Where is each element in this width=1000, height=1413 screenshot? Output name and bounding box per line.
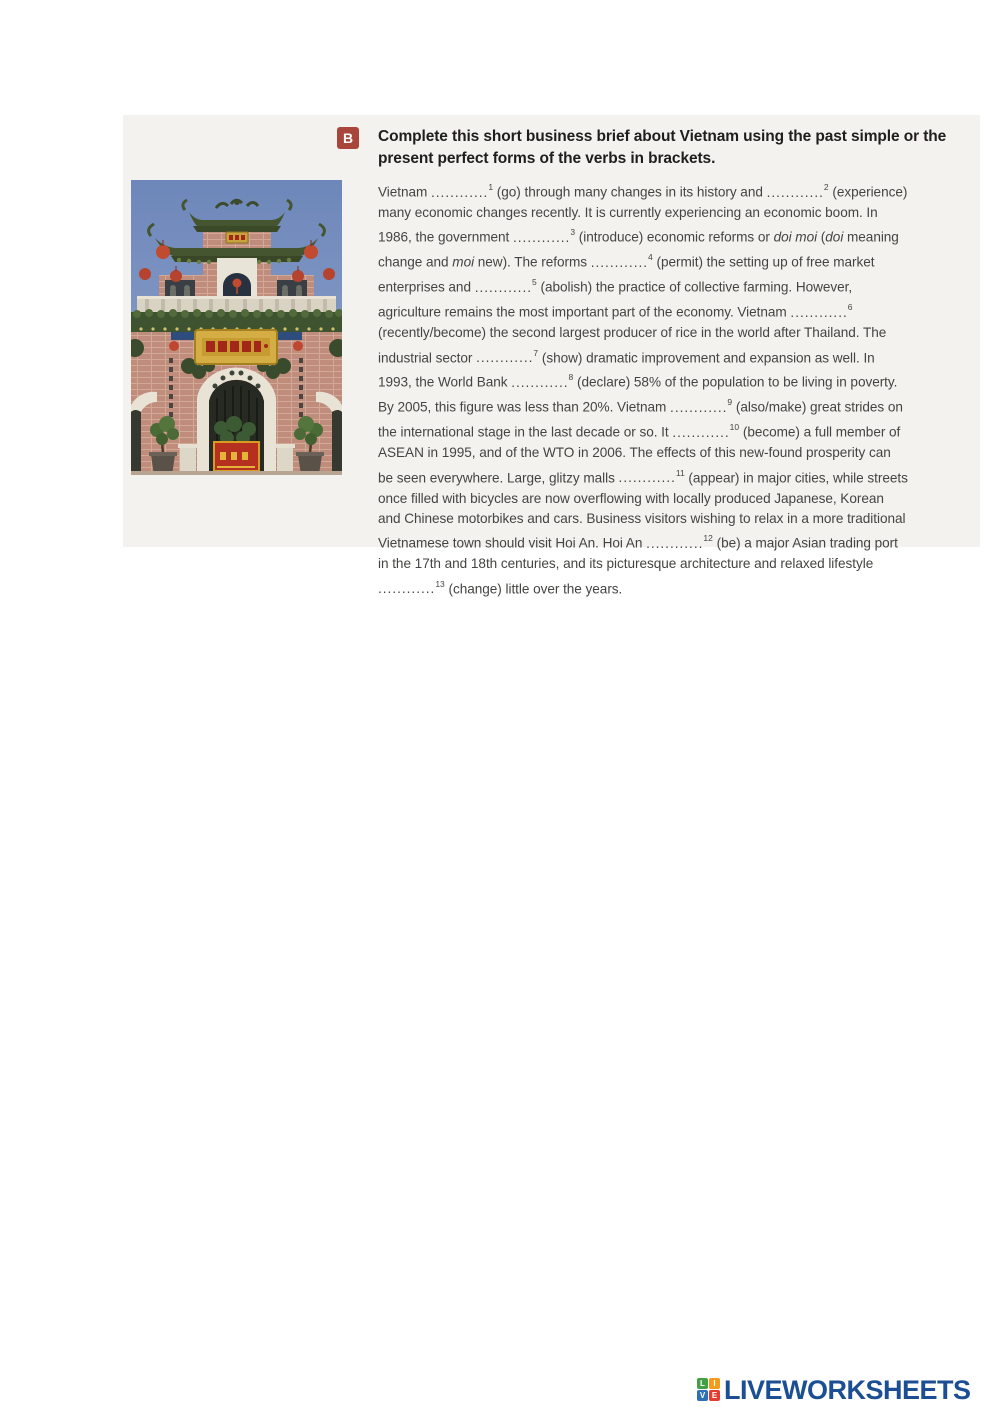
blank-number: 8 [568,372,574,383]
text-segment: many economic changes recently. It is currently experiencing an economic boom. In [378,204,878,220]
fill-in-blank: ............$^2$ [766,182,829,200]
passage-line [378,273,978,298]
blank-number: 10 [729,422,740,433]
passage-line [378,464,978,489]
blank-number: 6 [847,302,853,313]
blank-number: 3 [570,227,576,238]
passage-line [378,529,978,554]
passage-line [378,298,978,323]
italic-text: doi moi [773,229,818,245]
logo-tile: I [709,1378,720,1389]
passage-line [378,178,978,203]
logo-tile: L [697,1378,708,1389]
text-segment: (introduce) economic reforms or [575,229,774,245]
logo-tile: E [709,1390,720,1401]
text-segment: (change) little over the years. [444,581,623,597]
passage-text [378,178,978,600]
passage-line [378,223,978,248]
blank-number: 11 [675,467,685,478]
text-segment: new). The reforms [474,254,591,270]
worksheet-panel [123,115,980,597]
fill-in-blank: ............$^4$ [590,252,653,270]
text-segment: (go) through many changes in its history and [493,184,767,200]
text-segment: (show) dramatic improvement and expansion as well. In [538,350,875,366]
exercise-badge: B [337,127,359,149]
passage-line [378,368,978,393]
exercise-instructions: Complete this short business brief about Vietnam using the past simple or the present perfect forms of the verbs in brackets. [378,128,947,168]
text-segment: (be) a major Asian trading port [712,535,898,551]
text-segment: (appear) in major cities, while streets [684,470,908,486]
text-segment: in the 17th and 18th centuries, and its picturesque architecture and relaxed lifestyle [378,556,874,572]
blank-number: 9 [727,397,733,408]
passage-line [378,393,978,418]
text-segment: By 2005, this figure was less than 20%. Vietnam [378,399,671,415]
italic-text: doi [825,229,844,245]
liveworksheets-wordmark: LIVEWORKSHEETS [724,1375,971,1405]
text-segment: industrial sector [378,350,477,366]
passage-line [378,323,978,343]
text-segment: (become) a full member of [739,424,901,440]
passage-line [378,203,978,223]
text-segment: (also/make) great strides on [732,399,903,415]
passage-line [378,509,978,529]
passage-line [378,443,978,463]
text-segment: 1986, the government [378,229,513,245]
text-segment: Vietnamese town should visit Hoi An. Hoi An [378,535,647,551]
passage-line [378,248,978,273]
blank-number: 7 [533,347,539,358]
text-segment: Vietnam [378,184,431,200]
fill-in-blank: ............$^6$ [790,302,853,320]
text-segment: meaning [843,229,899,245]
text-segment: change and [378,254,453,270]
blank-number: 12 [703,533,713,544]
text-segment: agriculture remains the most important part of the economy. Vietnam [378,304,791,320]
fill-in-blank: ............$^5$ [474,277,537,295]
text-segment: enterprises and [378,279,475,295]
text-segment: 1993, the World Bank [378,374,512,390]
text-segment: be seen everywhere. Large, glitzy malls [378,470,619,486]
fill-in-blank: ............$^{12}$ [646,533,713,551]
blank-number: 4 [648,252,653,263]
passage-line [378,344,978,369]
passage-line [378,489,978,509]
text-segment: (abolish) the practice of collective farming. However, [536,279,853,295]
passage-line [378,418,978,443]
fill-in-blank: ............$^{13}$ [378,578,445,597]
temple-photo [131,180,342,475]
passage-line [378,554,978,574]
fill-in-blank: ............$^7$ [476,347,539,366]
fill-in-blank: ............$^9$ [670,397,733,415]
fill-in-blank: ............$^1$ [431,182,494,200]
temple-gate-illustration [131,180,342,475]
text-segment: ( [817,229,826,245]
text-segment: and Chinese motorbikes and cars. Business visitors wishing to relax in a more traditional [378,511,906,526]
liveworksheets-logo[interactable] [697,1376,971,1404]
fill-in-blank: ............$^8$ [511,372,574,390]
italic-text: moi [452,254,475,270]
text-segment: the international stage in the last decade or so. It [378,424,673,440]
text-segment: once filled with bicycles are now overflowing with locally produced Japanese, Korean [378,490,884,506]
text-segment: (permit) the setting up of free market [652,254,875,270]
blank-number: 2 [823,182,829,192]
fill-in-blank: ............$^{11}$ [618,467,685,486]
logo-tile: V [697,1390,708,1401]
blank-number: 13 [435,578,445,589]
passage-line [378,575,978,600]
text-segment: (declare) 58% of the population to be living in poverty. [573,374,898,390]
fill-in-blank: ............$^{10}$ [672,422,740,440]
blank-number: 1 [488,182,494,192]
liveworksheets-icon [697,1378,721,1402]
text-segment: ASEAN in 1995, and of the WTO in 2006. The effects of this new-found prosperity can [378,445,891,461]
text-segment: (experience) [828,184,908,200]
text-segment: (recently/become) the second largest producer of rice in the world after Thailand. The [378,325,887,341]
fill-in-blank: ............$^3$ [512,227,576,245]
blank-number: 5 [532,277,537,288]
